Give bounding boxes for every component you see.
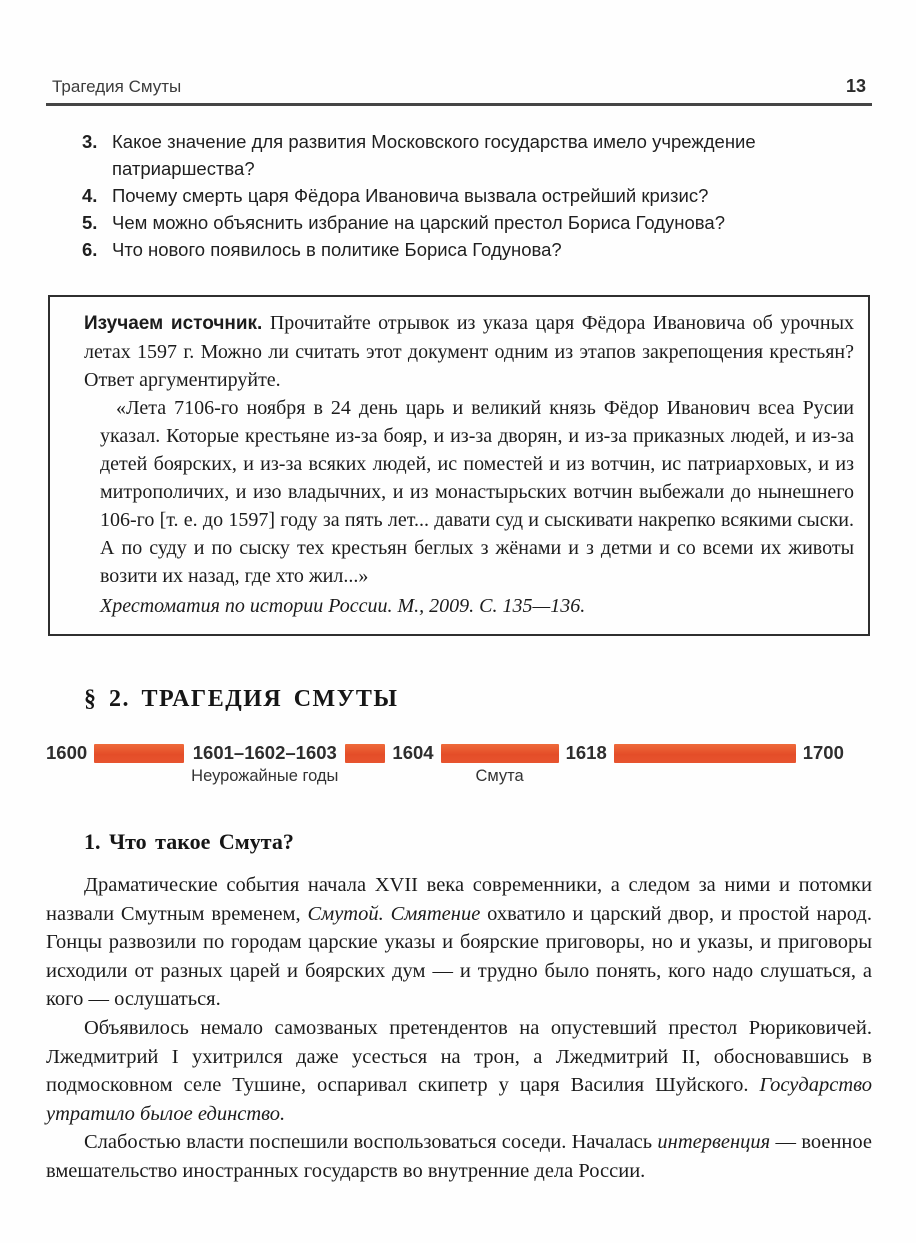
source-citation: Хрестоматия по истории России. М., 2009. С. 135—136. (100, 595, 586, 617)
body-paragraphs (46, 871, 872, 1186)
question-item (82, 236, 872, 263)
timeline-bar-1603-1604 (345, 744, 385, 763)
question-item (82, 209, 872, 236)
timeline-year-1604: 1604 (392, 742, 434, 763)
timeline-smuta-group (441, 743, 559, 785)
timeline-year-1700: 1700 (802, 742, 844, 763)
question-text: Что нового появилось в политике Бориса Годунова? (112, 239, 562, 260)
subsection-title: 1. Что такое Смута? (84, 829, 294, 854)
source-box-label: Изучаем источник. (84, 313, 263, 334)
timeline-year-1618: 1618 (565, 742, 607, 763)
question-text: Какое значение для развития Московского государства имело учреждение патриаршества? (112, 131, 756, 179)
paragraph: Объявилось немало самозваных претендентов на опустевший престол Рюриковичей. Лжедмитрий I ухитрился даже усесться на трон, а Лжедмитрий II, обосновавшись в подмосковном селе Тушине, оспаривал скипетр у царя Василия Шуйского. Государство утратило былое единство. (46, 1016, 872, 1125)
running-head (46, 76, 872, 106)
timeline-years-famine: 1601–1602–1603 (192, 742, 337, 763)
page-number: 13 (845, 76, 866, 96)
source-box (48, 295, 870, 636)
timeline-year-1600: 1600 (46, 742, 88, 763)
timeline-famine-group (191, 743, 338, 785)
paragraph: Слабостью власти поспешили воспользоваться соседи. Началась интервенция — военное вмешательство иностранных государств во внутренние дела России. (46, 1131, 872, 1182)
timeline-famine-label: Неурожайные годы (191, 767, 339, 785)
question-item (82, 182, 872, 209)
paragraph: Драматические события начала XVII века современники, а следом за ними и потомки назвали Смутным временем, Смутой. Смятение охватило и царский двор, и простой народ. Гонцы развозили по городам царские указы и боярские приговоры, но и указы, и приговоры исходили от разных царей и боярских дум — и трудно было понять, кого надо слушаться, а кого — ослушаться. (46, 874, 872, 1011)
source-quote: «Лета 7106-го ноября в 24 день царь и великий князь Фёдор Иванович всеа Русии указал. Которые крестьяне из-за бояр, и из-за дворян, и из-за приказных людей, и из-за детей боярских, и из-за всяких людей, ис поместей и из вотчин, ис патриарховых, и из митрополичих, и изо владычних, и из монастырьских вотчин выбежали до нынешнего 106-го [т. е. до 1597] году за пять лет... давати суд и сыскивати накрепко всякими сыски. А по суду и по сыску тех крестьян беглых з жёнами и з детми и со всеми их животы возити их назад, где хто жил...» (100, 397, 854, 587)
question-item (82, 128, 872, 182)
question-list (46, 128, 872, 263)
timeline-bar-1618-1700 (614, 744, 796, 763)
running-head-title: Трагедия Смуты (52, 77, 182, 96)
question-number: 6. (82, 239, 98, 260)
timeline-smuta-label: Смута (475, 767, 524, 785)
timeline-bar-1600-1601 (94, 744, 184, 763)
question-number: 3. (82, 131, 98, 152)
timeline (46, 743, 872, 793)
question-number: 5. (82, 212, 98, 233)
source-box-intro (84, 309, 854, 394)
question-text: Чем можно объяснить избрание на царский престол Бориса Годунова? (112, 212, 726, 233)
section-title: § 2. ТРАГЕДИЯ СМУТЫ (84, 686, 399, 712)
source-box-task: Прочитайте отрывок из указа царя Фёдора Ивановича об урочных летах 1597 г. Можно ли считать этот документ одним из этапов закрепощения крестьян? Ответ аргументируйте. (84, 312, 855, 391)
timeline-bar-1604-1618 (441, 744, 559, 763)
question-number: 4. (82, 185, 98, 206)
question-text: Почему смерть царя Фёдора Ивановича вызвала острейший кризис? (112, 185, 709, 206)
